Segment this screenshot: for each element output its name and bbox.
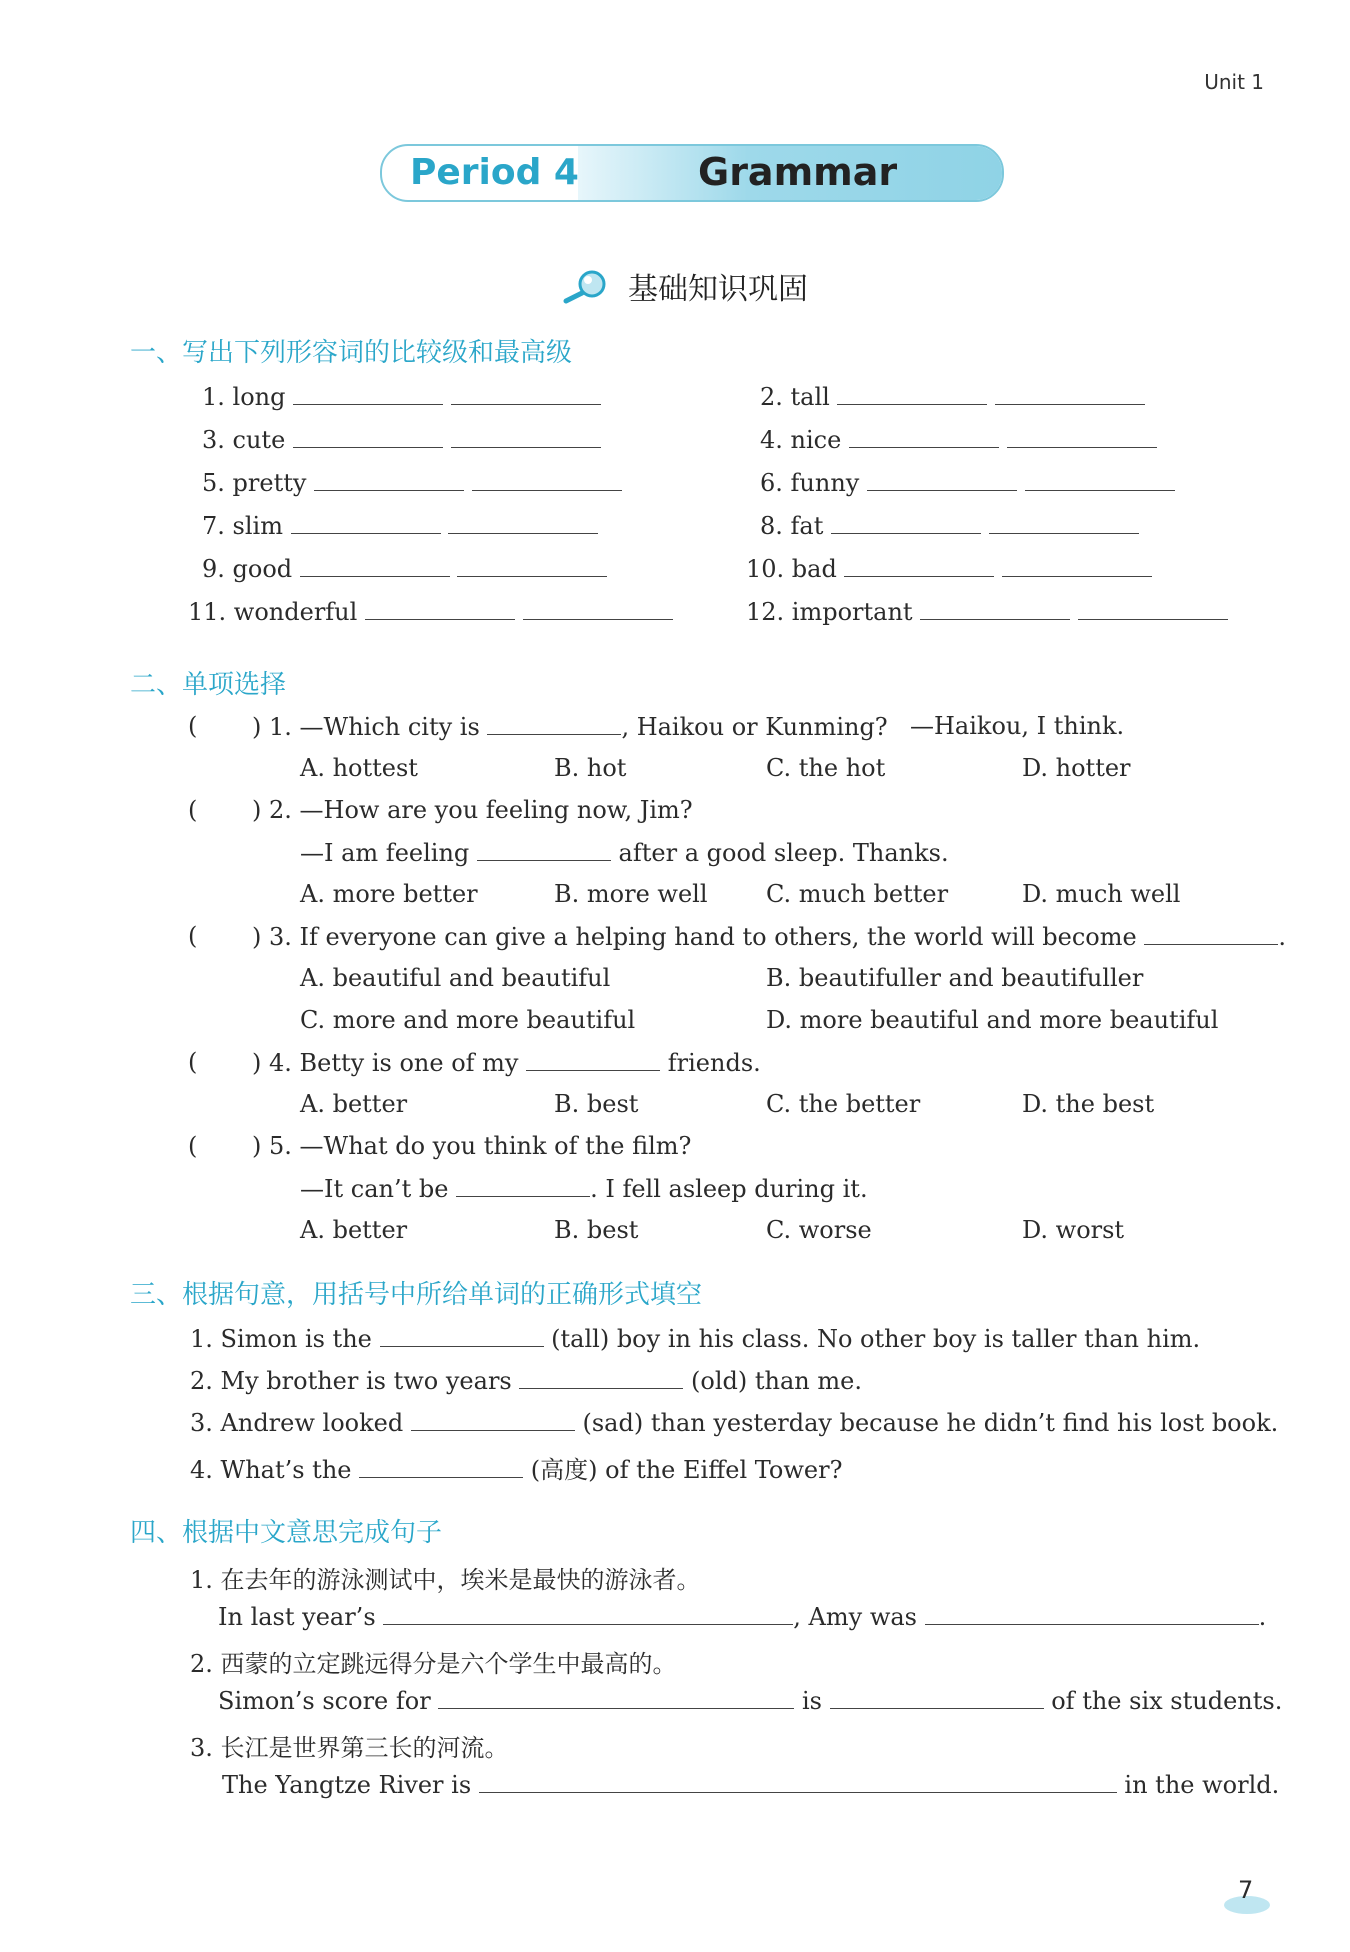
option-d: D. more beautiful and more beautiful: [766, 1006, 1219, 1034]
question-3: ) 3. If everyone can give a helping hand to others, the world will become .: [252, 923, 1286, 951]
option-d: D. hotter: [1022, 754, 1131, 782]
fill-sentence-3: 3. Andrew looked (sad) than yesterday because he didn’t find his lost book.: [190, 1409, 1279, 1437]
adj-item: 1. long: [202, 382, 601, 411]
option-b: B. best: [554, 1216, 639, 1244]
option-d: D. worst: [1022, 1216, 1125, 1244]
part2-heading: 二、单项选择: [130, 670, 287, 700]
adj-item: 5. pretty: [202, 468, 622, 497]
banner-title: Grammar: [698, 150, 898, 194]
option-a: A. more better: [300, 880, 478, 908]
option-b: B. beautifuller and beautifuller: [766, 964, 1144, 992]
option-d: D. the best: [1022, 1090, 1155, 1118]
adj-item: 2. tall: [760, 382, 1145, 411]
adj-item: 10. bad: [746, 554, 1152, 583]
part3-heading: 三、根据句意，用括号中所给单词的正确形式填空: [130, 1280, 703, 1310]
option-a: A. better: [300, 1090, 408, 1118]
chinese-prompt-3: 3. 长江是世界第三长的河流。: [190, 1734, 509, 1762]
option-c: C. the hot: [766, 754, 886, 782]
fill-sentence-1: 1. Simon is the (tall) boy in his class. No other boy is taller than him.: [190, 1325, 1201, 1353]
adj-item: 3. cute: [202, 425, 601, 454]
adj-item: 12. important: [746, 597, 1228, 626]
adj-item: 11. wonderful: [188, 597, 673, 626]
period-banner: [380, 144, 1004, 202]
adj-item: 4. nice: [760, 425, 1157, 454]
adj-item: 7. slim: [202, 511, 598, 540]
adj-item: 8. fat: [760, 511, 1139, 540]
unit-label: Unit 1: [1204, 70, 1264, 94]
magnifier-icon: [560, 268, 612, 304]
part1-heading: 一、写出下列形容词的比较级和最高级: [130, 338, 573, 368]
section-title: [560, 266, 808, 306]
option-b: B. hot: [554, 754, 627, 782]
period-label: Period 4: [410, 152, 579, 193]
page-number: 7: [1238, 1876, 1254, 1904]
answer-paren: (: [188, 796, 198, 824]
option-d: D. much well: [1022, 880, 1181, 908]
chinese-prompt-1: 1. 在去年的游泳测试中，埃米是最快的游泳者。: [190, 1566, 701, 1594]
question-1-reply: —Haikou, I think.: [910, 712, 1125, 740]
answer-paren: (: [188, 922, 198, 950]
question-5: ) 5. —What do you think of the film?: [252, 1132, 692, 1160]
option-b: B. more well: [554, 880, 708, 908]
option-c: C. much better: [766, 880, 949, 908]
option-b: B. best: [554, 1090, 639, 1118]
answer-paren: (: [188, 712, 198, 740]
fill-sentence-2: 2. My brother is two years (old) than me.: [190, 1367, 862, 1395]
fill-sentence-4: 4. What’s the (高度) of the Eiffel Tower?: [190, 1456, 843, 1484]
question-1: ) 1. —Which city is , Haikou or Kunming?: [252, 713, 888, 741]
question-4: ) 4. Betty is one of my friends.: [252, 1049, 761, 1077]
adj-item: 6. funny: [760, 468, 1175, 497]
translation-3: The Yangtze River is in the world.: [222, 1771, 1280, 1799]
question-5-line2: —It can’t be . I fell asleep during it.: [300, 1175, 868, 1203]
section-title-text: 基础知识巩固: [628, 272, 808, 307]
option-c: C. more and more beautiful: [300, 1006, 636, 1034]
question-2-line2: —I am feeling after a good sleep. Thanks.: [300, 839, 949, 867]
answer-paren: (: [188, 1132, 198, 1160]
translation-2: Simon’s score for is of the six students.: [218, 1687, 1283, 1715]
part4-heading: 四、根据中文意思完成句子: [130, 1518, 443, 1548]
option-c: C. worse: [766, 1216, 872, 1244]
answer-paren: (: [188, 1048, 198, 1076]
option-a: A. hottest: [300, 754, 418, 782]
option-a: A. beautiful and beautiful: [300, 964, 611, 992]
option-a: A. better: [300, 1216, 408, 1244]
translation-1: In last year’s , Amy was .: [218, 1603, 1267, 1631]
chinese-prompt-2: 2. 西蒙的立定跳远得分是六个学生中最高的。: [190, 1650, 677, 1678]
adj-item: 9. good: [202, 554, 607, 583]
question-2: ) 2. —How are you feeling now, Jim?: [252, 796, 693, 824]
option-c: C. the better: [766, 1090, 921, 1118]
